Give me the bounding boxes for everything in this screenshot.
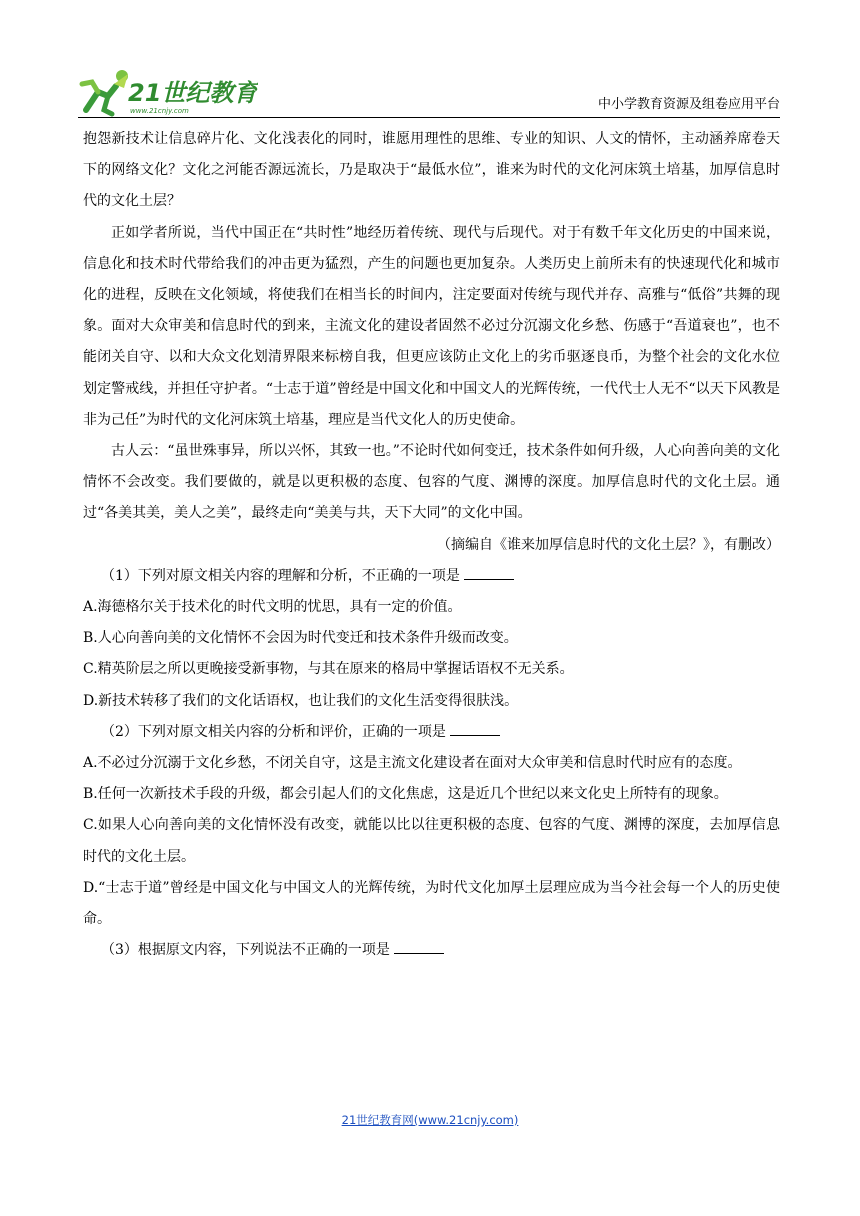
question-title: （3）根据原文内容，下列说法不正确的一项是 <box>83 935 780 966</box>
source-citation: （摘编自《谁来加厚信息时代的文化土层？》，有删改） <box>437 536 780 553</box>
page-footer <box>0 1112 860 1128</box>
answer-blank[interactable] <box>394 939 444 954</box>
question-title: （2）下列对原文相关内容的分析和评价，正确的一项是 <box>83 717 780 748</box>
svg-text:21世纪教育: 21世纪教育 <box>128 79 258 107</box>
option: D.“士志于道”曾经是中国文化与中国文人的光辉传统，为时代文化加厚土层理应成为当今社会每一个人的历史使命。 <box>83 879 780 928</box>
answer-blank[interactable] <box>450 721 500 736</box>
option: C.精英阶层之所以更晚接受新事物，与其在原来的格局中掌握话语权不无关系。 <box>83 661 574 678</box>
option: B.任何一次新技术手段的升级，都会引起人们的文化焦虑，这是近几个世纪以来文化史上所特有的现象。 <box>83 786 728 803</box>
page-header <box>78 66 780 118</box>
option: B.人心向善向美的文化情怀不会因为时代变迁和技术条件升级而改变。 <box>83 630 518 647</box>
paragraph: 抱怨新技术让信息碎片化、文化浅表化的同时，谁愿用理性的思维、专业的知识、人文的情怀，主动涵养席卷天下的网络文化？文化之河能否源远流长，乃是取决于“最低水位”，谁来为时代的文化河床筑土培基，加厚信息时代的文化土层？ <box>83 131 780 210</box>
paragraph: 古人云：“虽世殊事异，所以兴怀，其致一也。”不论时代如何变迁，技术条件如何升级，人心向善向美的文化情怀不会改变。我们要做的，就是以更积极的态度、包容的气度、渊博的深度。加厚信息时代的文化土层。通过“各美其美，美人之美”，最终走向“美美与共，天下大同”的文化中国。 <box>83 443 780 522</box>
platform-label: 中小学教育资源及组卷应用平台 <box>597 97 780 112</box>
option: C.如果人心向善向美的文化情怀没有改变，就能以比以往更积极的态度、包容的气度、渊博的深度，去加厚信息时代的文化土层。 <box>83 817 780 865</box>
question-title: （1）下列对原文相关内容的理解和分析，不正确的一项是 <box>83 561 780 592</box>
option: D.新技术转移了我们的文化话语权，也让我们的文化生活变得很肤浅。 <box>83 692 519 709</box>
header-divider <box>78 117 780 118</box>
document-body <box>83 124 780 966</box>
logo-21cnjy <box>78 66 258 118</box>
svg-text:www.21cnjy.com: www.21cnjy.com <box>130 107 189 115</box>
option: A.不必过分沉溺于文化乡愁，不闭关自守，这是主流文化建设者在面对大众审美和信息时代时应有的态度。 <box>83 755 742 772</box>
running-man-icon <box>82 70 128 114</box>
answer-blank[interactable] <box>464 565 514 580</box>
paragraph: 正如学者所说，当代中国正在“共时性”地经历着传统、现代与后现代。对于有数千年文化历史的中国来说，信息化和技术时代带给我们的冲击更为猛烈，产生的问题也更加复杂。人类历史上前所未有的快速现代化和城市化的进程，反映在文化领域，将使我们在相当长的时间内，注定要面对传统与现代并存、高雅与“低俗”共舞的现象。面对大众审美和信息时代的到来，主流文化的建设者固然不必过分沉溺文化乡愁、伤感于“吾道衰也”，也不能闭关自守、以和大众文化划清界限来标榜自我，但更应该防止文化上的劣币驱逐良币，为整个社会的文化水位划定警戒线，并担任守护者。“士志于道”曾经是中国文化和中国文人的光辉传统，一代代士人无不“以天下风教是非为己任”为时代的文化河床筑土培基，理应是当代文化人的历史使命。 <box>83 224 780 428</box>
footer-link[interactable]: 21世纪教育网(www.21cnjy.com) <box>341 1113 519 1127</box>
option: A.海德格尔关于技术化的时代文明的忧思，具有一定的价值。 <box>83 599 462 616</box>
